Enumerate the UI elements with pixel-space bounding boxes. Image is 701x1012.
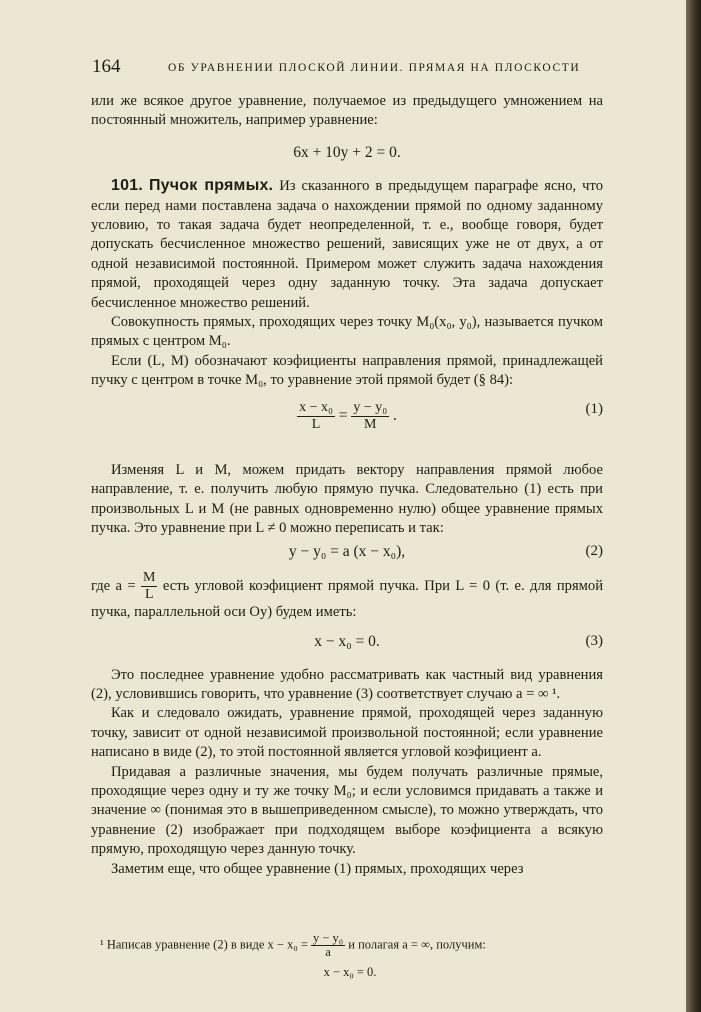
equation-end: .	[393, 406, 397, 424]
equation-text: y − y₀ = a (x − x₀),	[288, 543, 406, 561]
fraction-right-numerator: y − y₀	[353, 399, 388, 415]
footnote-text-b: и полагая a = ∞, получим:	[348, 937, 486, 952]
slope-rest: есть угловой коэфициент прямой пучка. При L = 0 (т. е. для прямой пучка, параллельной оси Oy) будем иметь:	[91, 577, 604, 620]
footnote	[100, 932, 600, 983]
footnote-result: x − x₀ = 0.	[323, 965, 377, 979]
vertical-gap	[91, 441, 603, 461]
footnote-fraction-denominator: a	[325, 945, 331, 959]
slope-fraction-denominator: L	[144, 586, 154, 602]
fraction-left-denominator: L	[311, 416, 321, 432]
paragraph-slope	[91, 570, 603, 622]
fraction-right-denominator: M	[364, 416, 377, 432]
equals-sign: =	[338, 406, 348, 424]
fraction-right	[351, 400, 389, 433]
equation-2	[91, 542, 603, 561]
paragraph-expectation: Как и следовало ожидать, уравнение прямой, проходящей через заданную точку, зависит от одной независимой произвольной постоянной; если уравнение написано в виде (2), то этой постоянной является угловой коэфициент a.	[91, 705, 603, 761]
footnote-mark: ¹	[100, 937, 104, 952]
section-title: Пучок прямых.	[148, 177, 274, 195]
slope-start: где a =	[91, 577, 136, 594]
equation-1	[91, 400, 603, 433]
paragraph-note: Заметим еще, что общее уравнение (1) прямых, проходящих через	[111, 860, 524, 877]
equation-label: (2)	[585, 543, 603, 560]
section-text: Из сказанного в предыдущем параграфе ясно, что если перед нами поставлена задача о нахождении прямой по одному заданному условию, то такая задача будет неопределенной, т. е., вообще говоря, будет допускать бесчисленное множество решений, зависящих уже не от двух, а от одной независимой постоянной. Примером может служить задача нахождения прямой, проходящей через одну заданную точку. Эта задача допускает бесчисленное множество решений.	[91, 178, 603, 311]
paragraph-definition: Совокупность прямых, проходящих через точку M₀(x₀, y₀), называется пучком прямых с центром M₀.	[91, 314, 603, 350]
equation-example: 6x + 10y + 2 = 0.	[293, 143, 401, 161]
footnote-fraction	[311, 932, 345, 959]
equation-label: (1)	[585, 400, 603, 417]
equation-3	[91, 632, 603, 651]
section-number: 101.	[111, 177, 143, 195]
paragraph-general-equation: Изменяя L и M, можем придать вектору направления прямой любое направление, т. е. получить любую прямую пучка. Следовательно (1) есть при произвольных L и M (не равных одновременно нулю) общее уравнение прямых пучка. Это уравнение при L ≠ 0 можно переписать и так:	[91, 461, 603, 536]
book-edge	[686, 0, 701, 1012]
paragraph-intro: или же всякое другое уравнение, получаемое из предыдущего умножением на постоянный множитель, например уравнение:	[91, 93, 603, 129]
equation-text: x − x₀ = 0.	[314, 633, 380, 651]
page-header	[92, 56, 602, 80]
footnote-text-a: Написав уравнение (2) в виде x − x₀ =	[106, 937, 308, 952]
footnote-fraction-numerator: y − y₀	[313, 931, 344, 945]
fraction-left	[297, 400, 335, 433]
fraction-left-numerator: x − x₀	[299, 399, 333, 415]
footnote-line	[100, 932, 600, 959]
running-title: ОБ УРАВНЕНИИ ПЛОСКОЙ ЛИНИИ. ПРЯМАЯ НА ПЛОСКОСТИ	[168, 62, 581, 74]
paragraph-direction: Если (L, M) обозначают коэфициенты направления прямой, принадлежащей пучку с центром в точке M₀, то уравнение этой прямой будет (§ 84):	[91, 352, 603, 389]
section-101-paragraph	[91, 176, 603, 313]
slope-fraction	[141, 570, 157, 603]
page-number: 164	[92, 56, 121, 77]
paragraph-values: Придавая a различные значения, мы будем получать различные прямые, проходящие через одну и ту же точку M₀; и если условимся придавать a также и значение ∞ (понимая это в вышеприведенном смысле), то можно утверждать, что уравнение (2) изображает при подходящем выборе коэфициента a всякую прямую, проходящую через данную точку.	[91, 763, 603, 858]
equation-label: (3)	[585, 633, 603, 650]
paragraph-special-case: Это последнее уравнение удобно рассматривать как частный вид уравнения (2), условившись говорить, что уравнение (3) соответствует случаю a = ∞ ¹.	[91, 666, 603, 702]
page-body	[91, 92, 603, 879]
slope-fraction-numerator: M	[143, 569, 156, 585]
